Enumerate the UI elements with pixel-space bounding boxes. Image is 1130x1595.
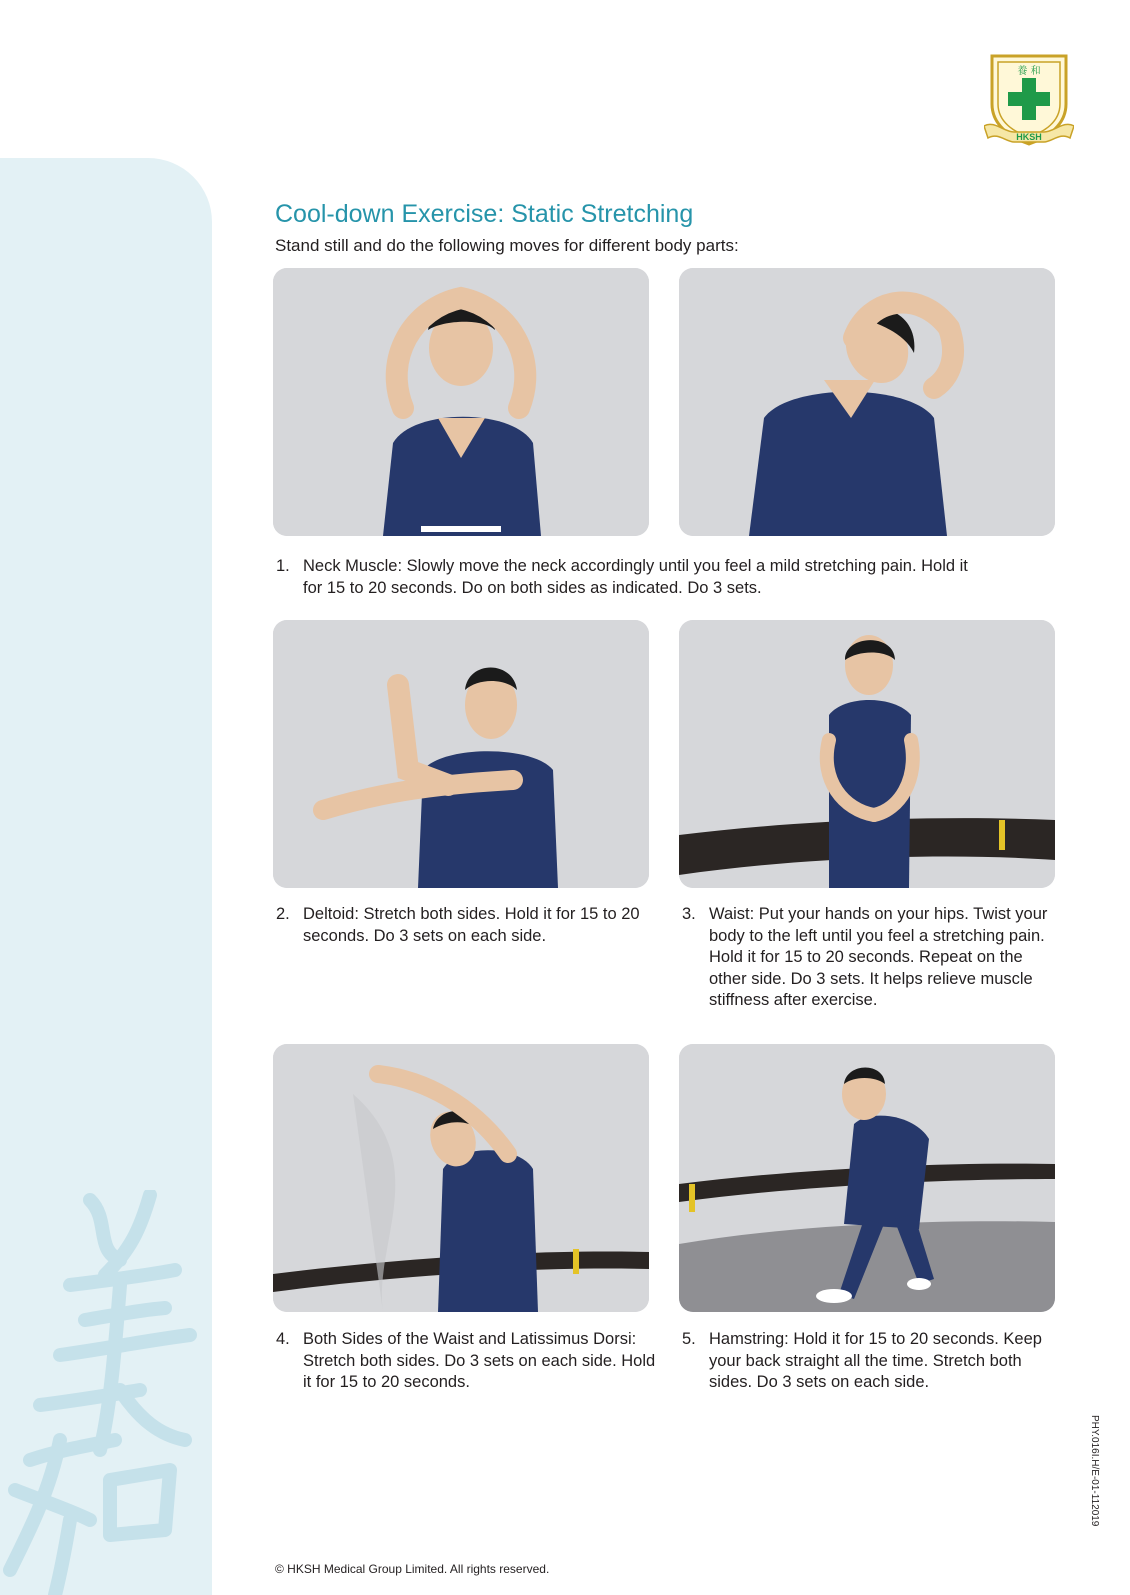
deltoid-stretch-photo — [273, 620, 649, 888]
side-bend-stretch-photo — [273, 1044, 649, 1312]
exercise-caption-2 — [276, 904, 646, 947]
waist-twist-photo — [679, 620, 1055, 888]
hamstring-stretch-photo — [679, 1044, 1055, 1312]
exercise-caption-1 — [276, 556, 976, 599]
copyright-footer: © HKSH Medical Group Limited. All rights reserved. — [275, 1562, 550, 1576]
exercise-text: Waist: Put your hands on your hips. Twist your body to the left until you feel a stretching pain. Hold it for 15 to 20 seconds. Repeat on the other side. Do 3 sets. It helps relieve muscle stiffness after exercise. — [709, 905, 1048, 1009]
exercise-number: 4. — [276, 1330, 290, 1348]
calligraphy-watermark-icon — [0, 1190, 200, 1595]
exercise-caption-5 — [682, 1329, 1057, 1394]
exercise-caption-4 — [276, 1329, 661, 1394]
exercise-number: 5. — [682, 1330, 696, 1348]
exercise-text: Both Sides of the Waist and Latissimus Dorsi: Stretch both sides. Do 3 sets on each side. Hold it for 15 to 20 seconds. — [303, 1330, 656, 1391]
hksh-logo-icon — [984, 52, 1074, 148]
exercise-number: 1. — [276, 557, 290, 575]
page-title: Cool-down Exercise: Static Stretching — [275, 200, 694, 228]
document-code: PHY.016I.H/E-01-112019 — [1089, 1415, 1100, 1527]
exercise-text: Neck Muscle: Slowly move the neck accordingly until you feel a mild stretching pain. Hold it for 15 to 20 seconds. Do on both sides as indicated. Do 3 sets. — [303, 557, 968, 597]
neck-stretch-side-photo — [679, 268, 1055, 536]
exercise-number: 2. — [276, 905, 290, 923]
svg-text:HKSH: HKSH — [1016, 132, 1042, 142]
exercise-text: Deltoid: Stretch both sides. Hold it for 15 to 20 seconds. Do 3 sets on each side. — [303, 905, 640, 945]
neck-stretch-forward-photo — [273, 268, 649, 536]
exercise-text: Hamstring: Hold it for 15 to 20 seconds. Keep your back straight all the time. Stretch both sides. Do 3 sets on each side. — [709, 1330, 1042, 1391]
page-subtitle: Stand still and do the following moves for different body parts: — [275, 236, 739, 255]
exercise-caption-3 — [682, 904, 1057, 1012]
exercise-number: 3. — [682, 905, 696, 923]
svg-text:養 和: 養 和 — [1017, 66, 1041, 77]
